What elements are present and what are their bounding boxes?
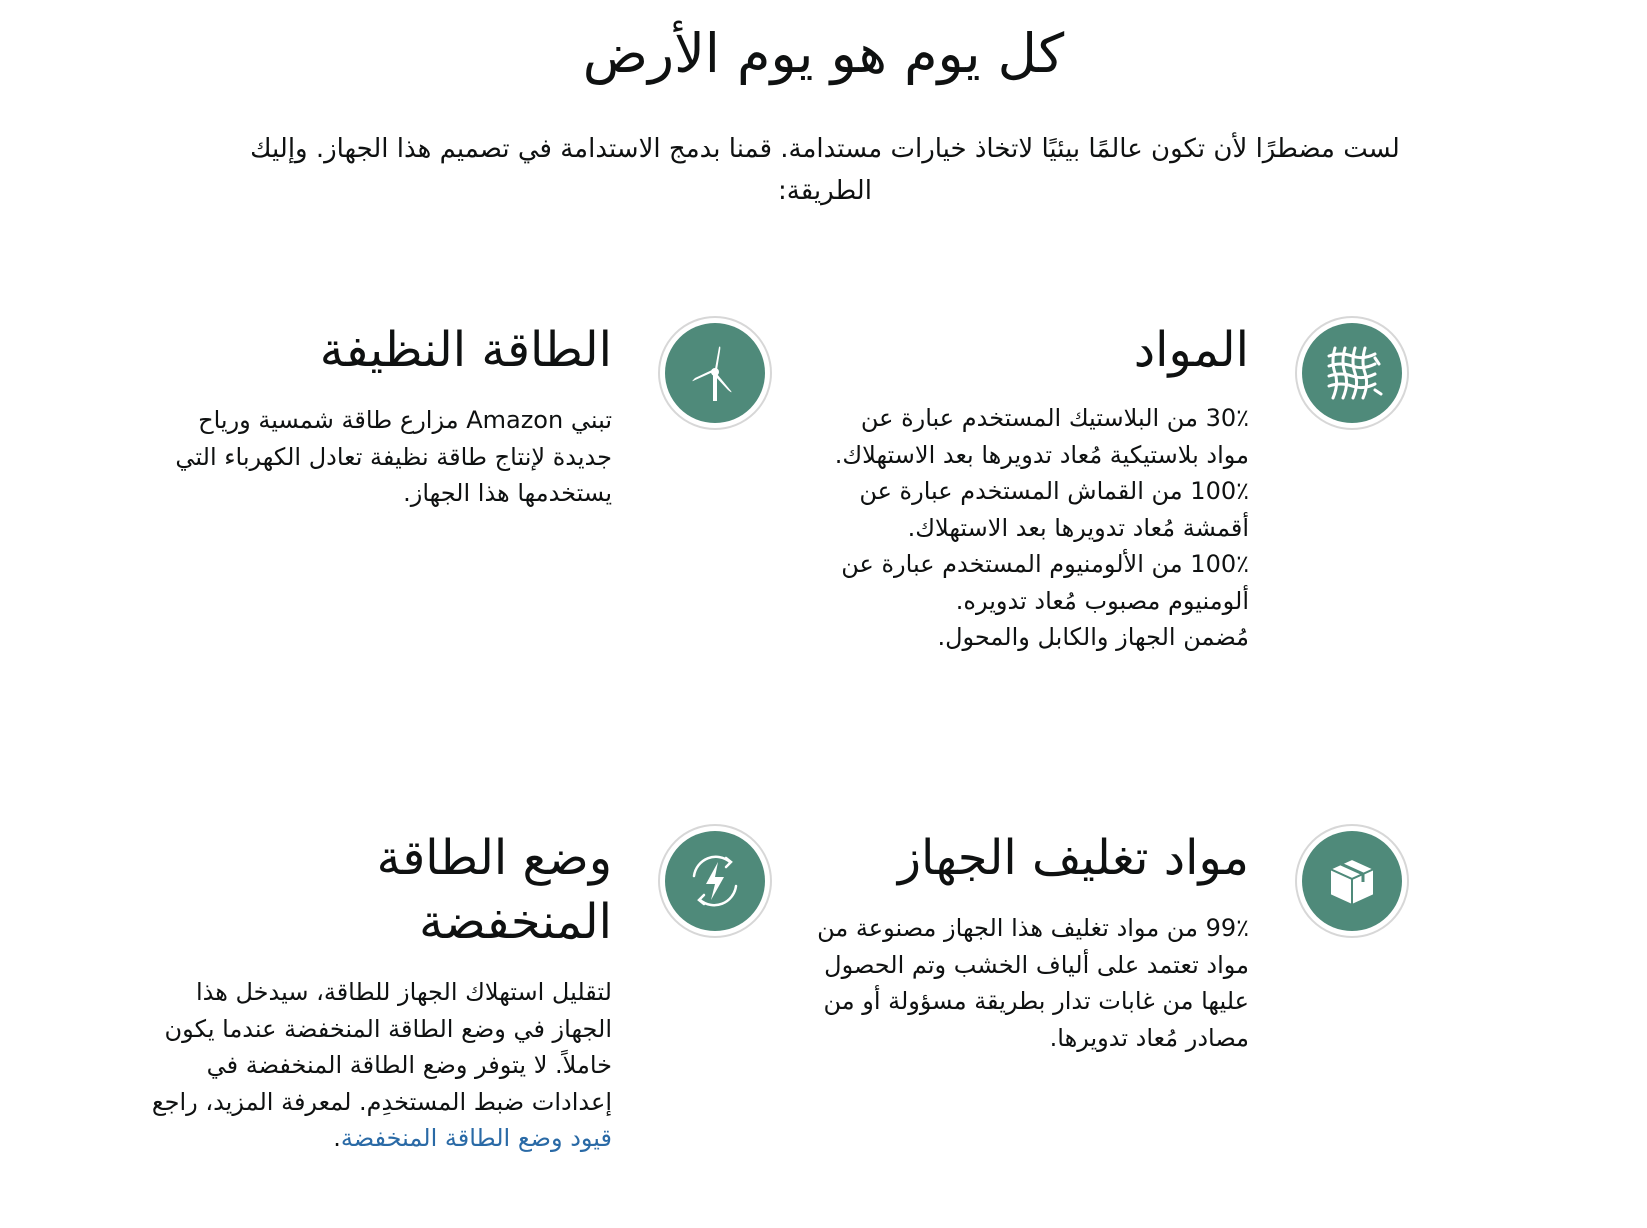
low-power-title: وضع الطاقة المنخفضة	[376, 830, 612, 950]
materials-line-fabric: 100٪ من القماش المستخدم عبارة عن أقمشة مُعاد تدويرها بعد الاستهلاك.	[859, 477, 1249, 542]
low-power-bolt-icon	[658, 824, 772, 938]
packaging-title: مواد تغليف الجهاز	[897, 830, 1249, 886]
materials-line-plastic: 30٪ من البلاستيك المستخدم عبارة عن مواد بلاستيكية مُعاد تدويرها بعد الاستهلاك.	[834, 404, 1249, 469]
feature-low-power-mode	[151, 824, 772, 1224]
low-power-body: لتقليل استهلاك الجهاز للطاقة، سيدخل هذا الجهاز في وضع الطاقة المنخفضة عندما يكون خاملاً. لا يتوفر وضع الطاقة المنخفضة في إعدادات ضبط المستخدِم. لمعرفة المزيد، راجع	[151, 978, 612, 1116]
low-power-body-paragraph	[142, 974, 612, 1157]
packaging-body: 99٪ من مواد تغليف هذا الجهاز مصنوعة من مواد تعتمد على ألياف الخشب وتم الحصول عليها من غابات تدار بطريقة مسؤولة أو من مصادر مُعاد تدويرها.	[817, 914, 1249, 1052]
materials-title: المواد	[1133, 322, 1249, 378]
wind-turbine-icon	[658, 316, 772, 430]
low-power-limits-link[interactable]: قيود وضع الطاقة المنخفضة	[340, 1124, 612, 1152]
intro-text: لست مضطرًا لأن تكون عالمًا بيئيًا لاتخاذ خيارات مستدامة. قمنا بدمج الاستدامة في تصميم هذا الجهاز. وإليك الطريقة:	[250, 134, 1400, 206]
feature-packaging	[809, 824, 1409, 1224]
clean-energy-title: الطاقة النظيفة	[319, 322, 612, 378]
feature-materials	[809, 316, 1409, 716]
low-power-body-end: .	[333, 1124, 341, 1152]
materials-line-included: مُضمن الجهاز والكابل والمحول.	[937, 623, 1249, 651]
box-icon	[1295, 824, 1409, 938]
page-title: كل يوم هو يوم الأرض	[582, 22, 1065, 85]
recycled-mesh-icon	[1295, 316, 1409, 430]
feature-clean-energy	[172, 316, 772, 716]
materials-line-aluminum: 100٪ من الألومنيوم المستخدم عبارة عن ألومنيوم مصبوب مُعاد تدويره.	[841, 550, 1249, 615]
clean-energy-body: تبني Amazon مزارع طاقة شمسية ورياح جديدة لإنتاج طاقة نظيفة تعادل الكهرباء التي يستخدمها هذا الجهاز.	[175, 406, 612, 507]
